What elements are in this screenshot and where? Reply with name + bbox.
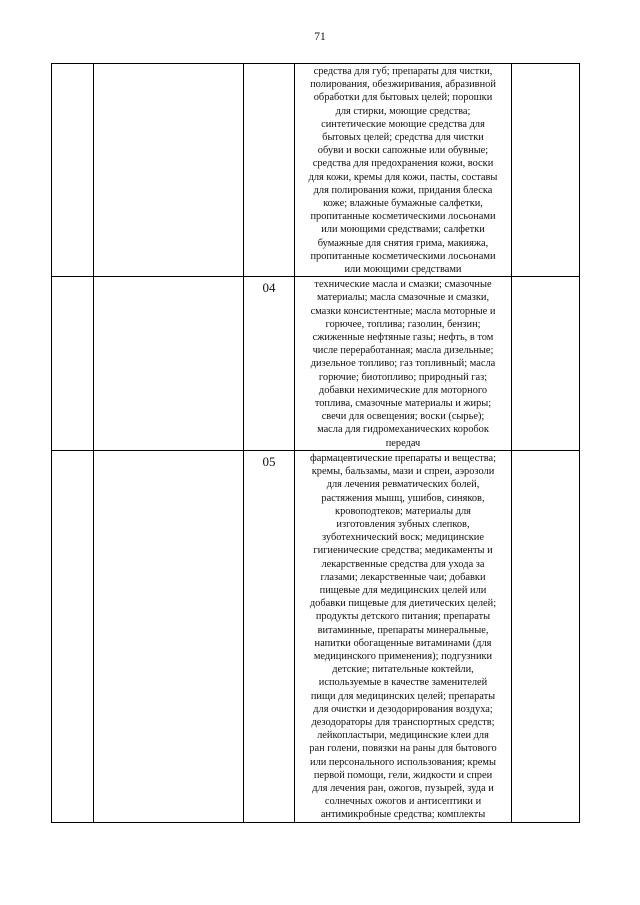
- description-line: гигиенические средства; медикаменты и: [313, 545, 493, 557]
- classification-table: [51, 63, 580, 823]
- description-line: полирования, обезжиривания, абразивной: [310, 79, 496, 91]
- description-line: горючие; биотопливо; природный газ;: [318, 371, 488, 383]
- description-line: технические масла и смазки; смазочные: [314, 279, 492, 291]
- description-line: растяжения мышц, ушибов, синяков,: [321, 492, 485, 504]
- empty-cell: [512, 277, 580, 451]
- description-line: или персонального использования; кремы: [310, 756, 496, 768]
- description-line: напитки обогащенные витаминами (для: [314, 637, 492, 649]
- description-line: для лечения ран, ожогов, пузырей, зуда и: [312, 782, 494, 794]
- description-line: для очистки и дезодорирования воздуха;: [313, 703, 493, 715]
- description-line: средства для губ; препараты для чистки,: [313, 66, 493, 77]
- description-line: топлива, смазочные материалы и жиры;: [314, 398, 492, 410]
- description-line: коже; влажные бумажные салфетки,: [323, 198, 483, 210]
- description-line: солнечных ожогов и антисептики и: [324, 796, 482, 808]
- description-line: продукты детского питания; препараты: [315, 611, 491, 623]
- description-line: витаминные, препараты минеральные,: [317, 624, 489, 636]
- goods-description-cell: [295, 64, 512, 277]
- table-row: [52, 64, 580, 277]
- description-line: глазами; лекарственные чаи; добавки: [320, 571, 486, 583]
- description-line: бумажные для снятия грима, макияжа,: [317, 237, 489, 249]
- description-line: материалы; масла смазочные и смазки,: [316, 292, 490, 304]
- description-line: бытовых целей; средства для чистки: [322, 132, 484, 144]
- description-line: лекарственные средства для ухода за: [321, 558, 485, 570]
- description-line: детские; питательные коктейли,: [332, 664, 474, 676]
- description-line: зуботехнический воск; медицинские: [322, 532, 484, 544]
- description-line: медицинского применения); подгузники: [313, 650, 493, 662]
- description-line: синтетические моющие средства для: [321, 118, 485, 130]
- empty-cell: [94, 64, 244, 277]
- description-line: для лечения ревматических болей,: [326, 479, 480, 491]
- description-line: фармацевтические препараты и вещества;: [309, 452, 497, 464]
- description-line: для стирки, моющие средства;: [335, 105, 471, 117]
- description-line: для кожи, кремы для кожи, пасты, составы: [308, 171, 498, 183]
- class-code-cell: 04: [244, 277, 295, 451]
- description-line: числе переработанная; масла дизельные;: [312, 345, 494, 357]
- description-line: используемые в качестве заменителей: [318, 677, 488, 689]
- description-line: изготовления зубных слепков,: [336, 518, 470, 530]
- class-code-cell: 05: [244, 450, 295, 822]
- description-line: дизельное топливо; газ топливный; масла: [310, 358, 496, 370]
- description-line: или моющими средствами; салфетки: [321, 224, 485, 236]
- description-line: свечи для освещения; воски (сырье);: [321, 411, 485, 423]
- description-line: пропитанные косметическими лосьонами: [310, 211, 496, 223]
- empty-cell: [512, 64, 580, 277]
- description-line: добавки пищевые для диетических целей;: [309, 598, 497, 610]
- description-line: дезодораторы для транспортных средств;: [311, 716, 495, 728]
- description-line: лейкопластыри, медицинские клеи для: [317, 730, 489, 742]
- empty-cell: [94, 450, 244, 822]
- description-line: первой помощи, гели, жидкости и спреи: [313, 769, 493, 781]
- description-line: обработки для бытовых целей; порошки: [313, 92, 493, 104]
- empty-cell: [52, 277, 94, 451]
- description-line: ран голени, повязки на раны для бытового: [309, 743, 497, 755]
- description-line: обуви и воски сапожные или обувные;: [317, 145, 489, 157]
- description-line: или моющими средствами: [344, 264, 462, 276]
- goods-description-cell: [295, 450, 512, 822]
- empty-cell: [512, 450, 580, 822]
- empty-cell: [52, 64, 94, 277]
- description-line: антимикробные средства; комплекты: [320, 809, 486, 821]
- description-line: смазки консистентные; масла моторные и: [310, 305, 496, 317]
- description-line: добавки нехимические для моторного: [318, 384, 488, 396]
- description-line: кремы, бальзамы, мази и спреи, аэрозоли: [311, 466, 495, 478]
- description-line: средства для предохранения кожи, воски: [312, 158, 494, 170]
- description-line: пропитанные косметическими лосьонами: [310, 250, 496, 262]
- empty-cell: [52, 450, 94, 822]
- description-line: передач: [385, 437, 421, 449]
- description-line: для полирования кожи, придания блеска: [313, 184, 493, 196]
- empty-cell: [94, 277, 244, 451]
- table-row: [52, 277, 580, 451]
- description-line: сжиженные нефтяные газы; нефть, в том: [312, 332, 494, 344]
- description-line: горючее, топлива; газолин, бензин;: [325, 318, 481, 330]
- page-number: 71: [314, 31, 326, 43]
- goods-description-cell: [295, 277, 512, 451]
- description-line: кровоподтеков; материалы для: [335, 505, 471, 517]
- class-code-cell: [244, 64, 295, 277]
- description-line: пищи для медицинских целей; препараты: [310, 690, 496, 702]
- table-row: [52, 450, 580, 822]
- description-line: пищевые для медицинских целей или: [319, 584, 487, 596]
- description-line: масла для гидромеханических коробок: [317, 424, 489, 436]
